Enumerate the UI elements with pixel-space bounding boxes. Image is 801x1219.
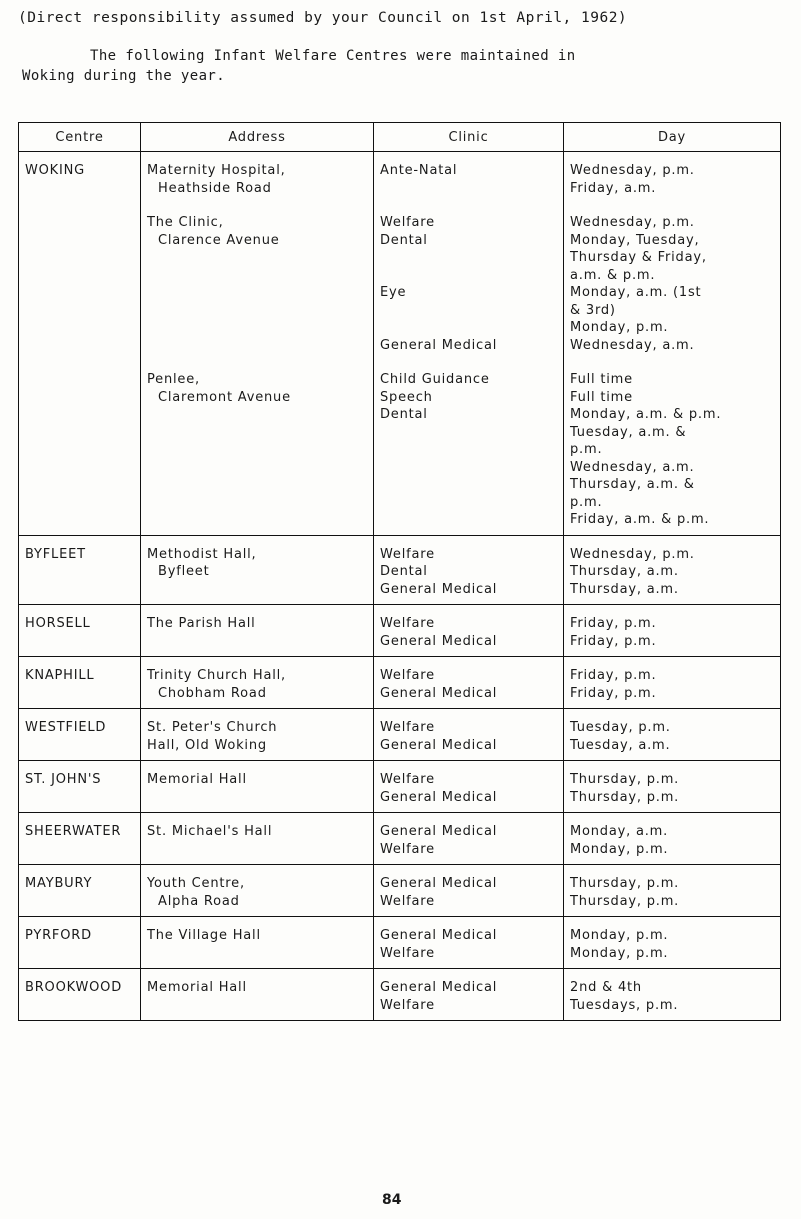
day-line: Tuesday, a.m. (570, 737, 671, 753)
page-header: (Direct responsibility assumed by your Council on 1st April, 1962) (18, 10, 628, 26)
address-line: Memorial Hall (147, 980, 247, 995)
day-line: Monday, a.m. & p.m. (570, 407, 722, 422)
centre-cell (19, 605, 141, 657)
day-line: & 3rd) (570, 302, 616, 318)
day-cell (564, 865, 781, 917)
address-cell (141, 969, 374, 1021)
day-line: 2nd & 4th (570, 980, 642, 995)
address-line: Penlee, (147, 372, 200, 387)
table-row (19, 657, 781, 709)
clinic-cell (374, 605, 564, 657)
day-line: Tuesday, p.m. (570, 720, 671, 735)
day-line: a.m. & p.m. (570, 267, 656, 283)
address-line: Heathside Road (158, 180, 272, 196)
day-cell (564, 709, 781, 761)
clinic-line: Welfare (380, 893, 435, 909)
centre-cell (19, 969, 141, 1021)
day-line: Tuesdays, p.m. (570, 997, 679, 1013)
address-line: The Parish Hall (147, 616, 256, 631)
centre-name: BROOKWOOD (25, 980, 123, 995)
address-line: Methodist Hall, (147, 546, 257, 562)
day-line: Full time (570, 389, 633, 405)
centre-name: ST. JOHN'S (25, 772, 102, 787)
table-row (19, 813, 781, 865)
day-line: Wednesday, p.m. (570, 215, 695, 230)
day-line: Thursday, p.m. (570, 893, 680, 909)
clinic-line: General Medical (380, 980, 498, 995)
day-line: Friday, p.m. (570, 668, 657, 683)
clinic-line: General Medical (380, 876, 498, 891)
centre-name: BYFLEET (25, 546, 86, 562)
clinic-line: Dental (380, 407, 428, 422)
table-row (19, 535, 781, 605)
clinic-line: Welfare (380, 616, 435, 631)
centre-name: PYRFORD (25, 928, 92, 943)
table-row (19, 865, 781, 917)
day-line: p.m. (570, 494, 603, 510)
clinic-line: General Medical (380, 337, 498, 353)
day-line: Monday, Tuesday, (570, 232, 700, 248)
clinic-cell (374, 152, 564, 536)
column-header-clinic: Clinic (374, 123, 564, 152)
day-cell (564, 761, 781, 813)
table-row (19, 709, 781, 761)
day-line: Friday, a.m. (570, 180, 657, 196)
centre-cell (19, 657, 141, 709)
clinic-line: Welfare (380, 668, 435, 683)
address-line: Byfleet (158, 564, 210, 579)
clinic-line: Dental (380, 232, 428, 248)
clinic-line: Welfare (380, 772, 435, 787)
address-cell (141, 865, 374, 917)
clinic-line: Welfare (380, 997, 435, 1013)
day-line: Monday, p.m. (570, 928, 669, 943)
clinic-line: Welfare (380, 215, 435, 230)
clinic-line: Eye (380, 285, 407, 300)
day-line: Thursday, p.m. (570, 876, 680, 891)
address-cell (141, 709, 374, 761)
day-line: Full time (570, 372, 633, 387)
column-header-centre: Centre (19, 123, 141, 152)
clinic-line: Child Guidance (380, 372, 490, 387)
table-header-row (19, 123, 781, 152)
table-row (19, 605, 781, 657)
clinic-cell (374, 535, 564, 605)
clinic-line: General Medical (380, 824, 498, 839)
centre-name: WESTFIELD (25, 720, 107, 735)
clinic-line: Welfare (380, 841, 435, 857)
centre-cell (19, 761, 141, 813)
day-line: Thursday, a.m. (570, 564, 679, 579)
address-line: St. Michael's Hall (147, 824, 273, 839)
clinic-line: General Medical (380, 789, 498, 805)
address-cell (141, 657, 374, 709)
day-cell (564, 969, 781, 1021)
address-line: The Clinic, (147, 215, 224, 230)
centre-cell (19, 865, 141, 917)
clinic-cell (374, 709, 564, 761)
centre-cell (19, 917, 141, 969)
centre-name: HORSELL (25, 616, 91, 631)
clinic-cell (374, 917, 564, 969)
day-cell (564, 657, 781, 709)
day-line: p.m. (570, 442, 603, 457)
day-line: Thursday & Friday, (570, 250, 707, 265)
table-row (19, 761, 781, 813)
address-line: Chobham Road (158, 685, 267, 701)
day-line: Thursday, p.m. (570, 772, 680, 787)
day-cell (564, 813, 781, 865)
clinic-cell (374, 813, 564, 865)
clinic-cell (374, 657, 564, 709)
day-line: Friday, p.m. (570, 685, 657, 701)
address-line: Alpha Road (158, 893, 240, 909)
clinic-line: General Medical (380, 581, 498, 597)
centre-name: KNAPHILL (25, 668, 95, 683)
day-line: Wednesday, a.m. (570, 337, 695, 353)
clinic-line: Welfare (380, 945, 435, 961)
column-header-address: Address (141, 123, 374, 152)
intro-line-2: Woking during the year. (22, 68, 226, 84)
table-row (19, 917, 781, 969)
address-line: Trinity Church Hall, (147, 668, 286, 683)
day-line: Monday, p.m. (570, 841, 669, 857)
centre-name: WOKING (25, 163, 86, 178)
address-cell (141, 917, 374, 969)
day-cell (564, 152, 781, 536)
table-row (19, 969, 781, 1021)
clinic-line: General Medical (380, 633, 498, 649)
clinic-cell (374, 969, 564, 1021)
clinic-line: Ante-Natal (380, 163, 458, 178)
column-header-day: Day (564, 123, 781, 152)
centre-name: MAYBURY (25, 876, 93, 891)
intro-paragraph (22, 46, 782, 86)
day-line: Thursday, p.m. (570, 789, 680, 805)
day-line: Thursday, a.m. (570, 581, 679, 597)
clinic-cell (374, 865, 564, 917)
address-line: Memorial Hall (147, 772, 247, 787)
clinic-cell (374, 761, 564, 813)
day-line: Tuesday, a.m. & (570, 424, 687, 440)
address-cell (141, 761, 374, 813)
address-line: Youth Centre, (147, 876, 245, 891)
day-cell (564, 605, 781, 657)
day-line: Friday, a.m. & p.m. (570, 512, 710, 527)
address-cell (141, 152, 374, 536)
clinic-line: General Medical (380, 685, 498, 701)
address-cell (141, 605, 374, 657)
address-cell (141, 813, 374, 865)
centre-cell (19, 152, 141, 536)
centre-cell (19, 709, 141, 761)
address-line: St. Peter's Church (147, 720, 278, 735)
day-line: Friday, p.m. (570, 633, 657, 649)
address-line: The Village Hall (147, 928, 261, 943)
intro-line-1: The following Infant Welfare Centres were maintained in (90, 48, 576, 64)
address-line: Claremont Avenue (158, 389, 291, 405)
clinic-line: Welfare (380, 546, 435, 562)
day-line: Monday, p.m. (570, 945, 669, 961)
day-line: Wednesday, p.m. (570, 163, 695, 178)
centre-cell (19, 535, 141, 605)
day-line: Wednesday, a.m. (570, 459, 695, 475)
day-line: Monday, a.m. (1st (570, 285, 702, 300)
clinic-line: General Medical (380, 928, 498, 943)
welfare-centres-table (18, 122, 781, 1021)
centre-cell (19, 813, 141, 865)
address-cell (141, 535, 374, 605)
day-line: Thursday, a.m. & (570, 477, 695, 492)
address-line: Clarence Avenue (158, 232, 280, 248)
centre-name: SHEERWATER (25, 824, 122, 839)
clinic-line: General Medical (380, 737, 498, 753)
table-row (19, 152, 781, 536)
clinic-line: Welfare (380, 720, 435, 735)
day-line: Monday, p.m. (570, 320, 669, 335)
address-line: Hall, Old Woking (147, 737, 267, 753)
day-line: Wednesday, p.m. (570, 546, 695, 562)
day-cell (564, 917, 781, 969)
day-line: Friday, p.m. (570, 616, 657, 631)
page-number: 84 (382, 1192, 402, 1208)
day-line: Monday, a.m. (570, 824, 669, 839)
address-line: Maternity Hospital, (147, 163, 286, 178)
clinic-line: Dental (380, 564, 428, 579)
clinic-line: Speech (380, 389, 433, 405)
day-cell (564, 535, 781, 605)
